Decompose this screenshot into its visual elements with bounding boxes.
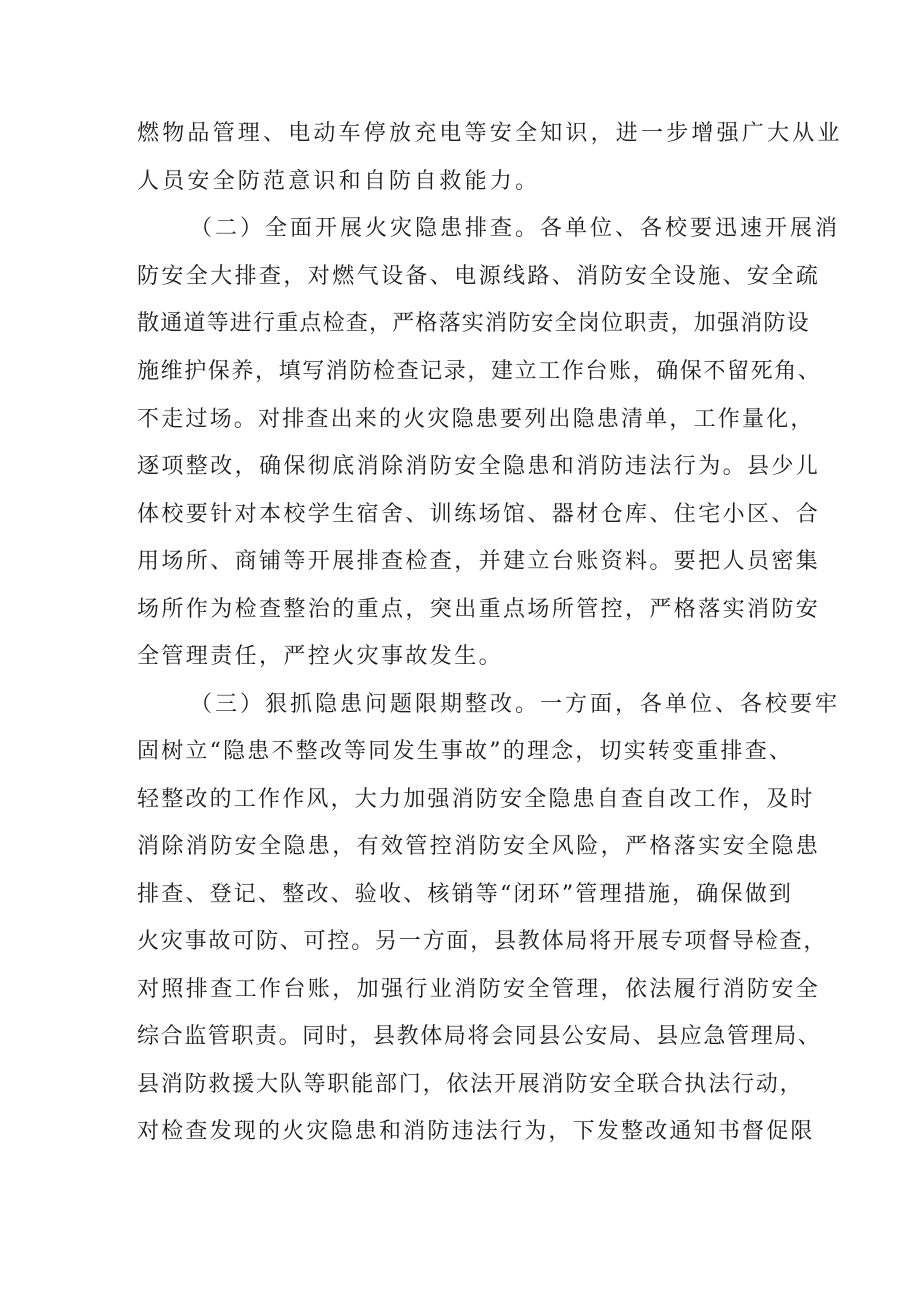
- body-line: 施维护保养，填写消防检查记录，建立工作台账，确保不留死角、: [137, 359, 822, 384]
- body-line: 火灾事故可防、可控。另一方面，县教体局将开展专项督导检查，: [137, 929, 828, 954]
- body-line: 全管理责任，严控火灾事故发生。: [137, 644, 504, 669]
- body-line: 县消防救援大队等职能部门，依法开展消防安全联合执法行动，: [137, 1072, 804, 1097]
- body-line: 逐项整改，确保彻底消除消防安全隐患和消防违法行为。县少儿: [137, 454, 821, 479]
- body-line: 排查、登记、整改、验收、核销等“闭环”管理措施，确保做到: [137, 882, 794, 907]
- body-line: 不走过场。对排查出来的火灾隐患要列出隐患清单，工作量化，: [137, 407, 815, 432]
- body-line: 对检查发现的火灾隐患和消防违法行为，下发整改通知书督促限: [137, 1119, 815, 1144]
- body-line: 人员安全防范意识和自防自救能力。: [137, 169, 541, 194]
- body-line: 综合监管职责。同时，县教体局将会同县公安局、县应急管理局、: [137, 1024, 822, 1049]
- body-line: 场所作为检查整治的重点，突出重点场所管控，严格落实消防安: [137, 597, 821, 622]
- body-line: 固树立“隐患不整改等同发生事故”的理念，切实转变重排查、: [137, 739, 794, 764]
- body-line: 燃物品管理、电动车停放充电等安全知识，进一步增强广大从业: [137, 121, 843, 146]
- body-line: 防安全大排查，对燃气设备、电源线路、消防安全设施、安全疏: [137, 264, 821, 289]
- body-line: 散通道等进行重点检查，严格落实消防安全岗位职责，加强消防设: [137, 311, 810, 336]
- body-line: 体校要针对本校学生宿舍、训练场馆、器材仓库、住宅小区、合: [137, 502, 821, 527]
- body-line: 用场所、商铺等开展排查检查，并建立台账资料。要把人员密集: [137, 549, 821, 574]
- section-heading-three: （三）狠抓隐患问题限期整改。一方面，各单位、各校要牢: [190, 692, 841, 717]
- section-heading-two: （二）全面开展火灾隐患排查。各单位、各校要迅速开展消: [190, 216, 841, 241]
- body-line: 轻整改的工作作风，大力加强消防安全隐患自查自改工作，及时: [137, 787, 815, 812]
- body-line: 对照排查工作台账，加强行业消防安全管理，依法履行消防安全: [137, 977, 821, 1002]
- body-line: 消除消防安全隐患，有效管控消防安全风险，严格落实安全隐患: [137, 834, 821, 859]
